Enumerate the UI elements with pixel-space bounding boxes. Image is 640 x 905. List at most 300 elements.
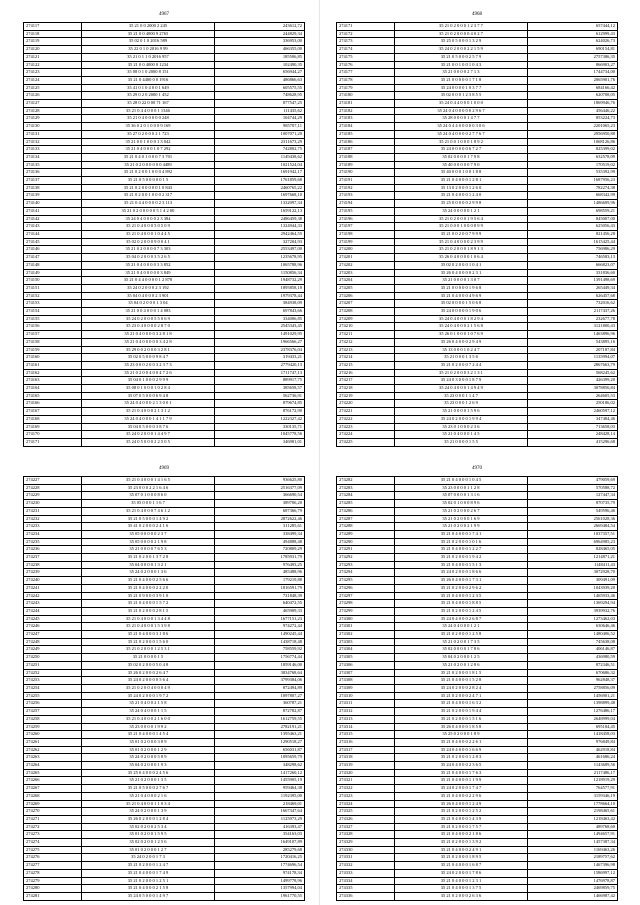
row-id-cell: 274236 [24,546,82,554]
row-amount-cell: 1463896,96 [527,331,617,339]
row-amount-cell: 1218919,29 [527,777,617,785]
row-code-cell: 35 24 0 2 0 0 0 1 9 7 2 [82,692,215,700]
row-code-cell: 35 26 0 1 0 0 0 1 0 7 6 9 [395,331,528,339]
row-code-cell: 35 26 0 4 0 0 0 1 2 4 9 [395,800,528,808]
row-id-cell: 274216 [337,369,395,377]
table-row [337,230,618,238]
row-id-cell: 274308 [337,677,395,685]
table-row [337,808,618,816]
row-amount-cell: 959464,38 [214,785,304,793]
row-id-cell: 274245 [24,615,82,623]
row-code-cell: 35 21 0 0 4 0 0 0 1 4 083 [82,308,215,316]
row-id-cell: 274264 [24,762,82,770]
row-amount-cell: 3834768,64 [214,669,304,677]
row-id-cell: 274319 [337,762,395,770]
row-id-cell: 274150 [24,277,82,285]
row-code-cell: 35 21 0 2 0 0 0 1 7 5 7 [395,823,528,831]
row-id-cell: 274307 [337,669,395,677]
row-code-cell: 35 21 0 0 4000 0 1234 [82,61,215,69]
row-amount-cell: 1691942,17 [214,169,304,177]
row-code-cell: 35 21 0 2 0 0 0 7 2 4 4 [395,361,528,369]
table-row [337,862,618,870]
row-amount-cell: 170519,02 [527,161,617,169]
row-id-cell: 274148 [24,261,82,269]
row-id-cell: 274238 [24,561,82,569]
row-amount-cell: 605575,55 [214,84,304,92]
row-amount-cell: 1043939,20 [527,584,617,592]
row-amount-cell: 3939932,76 [527,607,617,615]
row-code-cell: 35 21 0 4 0 0 0 0 0 3 849 [82,269,215,277]
row-id-cell: 274141 [24,207,82,215]
row-amount-cell: 111435,62 [214,107,304,115]
row-amount-cell: 1659122,13 [214,207,304,215]
row-id-cell: 274230 [24,500,82,508]
table-row [337,854,618,862]
row-amount-cell: 748628,95 [214,92,304,100]
row-id-cell: 274159 [24,346,82,354]
row-amount-cell: 2669484,54 [527,523,617,531]
row-code-cell: 35 24 0 4 0 0 0 1 8 2 9 4 [395,315,528,323]
row-id-cell: 274320 [337,769,395,777]
row-id-cell: 274125 [24,84,82,92]
page-4970 [336,464,618,904]
row-amount-cell: 821456,28 [527,230,617,238]
row-amount-cell: 2758856,09 [527,684,617,692]
row-id-cell: 274119 [24,38,82,46]
row-amount-cell: 1948732,29 [214,277,304,285]
row-code-cell: 35 07 0 5 0 0 0 6 9 4 8 [82,392,215,400]
row-amount-cell: 207187,84 [527,346,617,354]
row-amount-cell: 626457,68 [527,292,617,300]
row-id-cell: 274311 [337,700,395,708]
row-amount-cell: 1465933,46 [527,592,617,600]
row-code-cell: 35 23 0 0 0 1 1 4 7 [395,392,528,400]
row-code-cell: 35 02 0 2 0 0 1 2 5 6 [82,839,215,847]
row-id-cell: 274178 [337,76,395,84]
row-amount-cell: 385658,57 [214,385,304,393]
row-code-cell: 35 24 0 2 0 0 0 5 8 9 [82,754,215,762]
row-code-cell: 35 21 0 4 0 0 0 1 5 3 9 8 [82,623,215,631]
table-row [24,554,305,562]
row-amount-cell: 1612759,55 [214,715,304,723]
table-row [24,308,305,316]
table-row [24,431,305,439]
row-amount-cell: 1218463,42 [527,815,617,823]
row-code-cell: 35 21 0 4 0 0 0 1 5 7 2 [82,600,215,608]
table-row [24,385,305,393]
row-code-cell: 35 21 0 4 0 0 0 1 0 7 292 [82,146,215,154]
table-row [337,554,618,562]
table-row [337,538,618,546]
row-id-cell: 274298 [337,600,395,608]
table-row [24,538,305,546]
row-id-cell: 274223 [337,423,395,431]
table-row [24,92,305,100]
row-id-cell: 274162 [24,369,82,377]
row-amount-cell: 666823,07 [527,261,617,269]
row-amount-cell: 570588,72 [527,484,617,492]
table-row [337,207,618,215]
row-amount-cell: 630646,46 [527,623,617,631]
row-amount-cell: 1037357,51 [527,530,617,538]
row-code-cell: 35 21 0 4 0 0 0 1 0 4 5 [395,477,528,485]
table-row [337,61,618,69]
row-amount-cell: 1785931,79 [214,554,304,562]
row-id-cell: 274219 [337,392,395,400]
table-row [24,100,305,108]
row-code-cell: 35 28 0 0 0 0 1 4 7 7 [395,115,528,123]
row-id-cell: 274202 [337,261,395,269]
table-row [24,477,305,485]
row-amount-cell: 309491,09 [527,577,617,585]
table-row [24,715,305,723]
table-row [337,692,618,700]
table-row [337,823,618,831]
table-row [24,839,305,847]
row-amount-cell: 102490,35 [214,61,304,69]
row-id-cell: 274193 [337,192,395,200]
table-row [24,338,305,346]
row-code-cell: 35 27 0 2 0 0 0 2 1 723 [82,130,215,138]
row-id-cell: 274257 [24,708,82,716]
row-code-cell: 35 21 0 4400 0 0 1916 [82,76,215,84]
table-row [24,762,305,770]
row-amount-cell: 698559,21 [527,207,617,215]
row-code-cell: 35 21 0 4 0 0 0 1 6 3 2 [395,700,528,708]
row-amount-cell: 1357994,04 [214,885,304,893]
table-row [24,877,305,885]
row-amount-cell: 889917,75 [214,377,304,385]
row-amount-cell: 1222327,42 [214,415,304,423]
table-row [337,892,618,900]
table-row [24,600,305,608]
table-row [337,777,618,785]
row-code-cell: 35 02 0 0 0 1 2 3 8 5 5 [395,92,528,100]
row-code-cell: 35 25 0 5 0 0 0 1 3 2 9 [395,38,528,46]
row-amount-cell: 746583,13 [527,254,617,262]
row-amount-cell: 872346,51 [527,661,617,669]
row-id-cell: 274275 [24,846,82,854]
row-code-cell: 35 24 0 3 0 0 0 1 8 7 9 [395,377,528,385]
table-row [24,261,305,269]
row-code-cell: 35 21 0 4 0 0 0 1 2 3 1 [395,877,528,885]
row-code-cell: 35 21 0 4 0 0 0 2 2 2 0 [82,584,215,592]
table-row [24,661,305,669]
row-id-cell: 274123 [24,69,82,77]
table-row [24,862,305,870]
row-amount-cell: 416393,47 [214,823,304,831]
table-row [24,123,305,131]
row-id-cell: 274197 [337,223,395,231]
row-code-cell: 35 21 0 0 0 0 0 1 7 1 8 [395,76,528,84]
row-id-cell: 274251 [24,661,82,669]
row-code-cell: 35 26 0 2 0 0 0 2 6 4 7 [82,669,215,677]
row-code-cell: 35 04 0 5 0 0 0 3 8 7 6 [82,423,215,431]
row-amount-cell: 3072928,70 [527,569,617,577]
table-row [24,277,305,285]
row-code-cell: 35 24 0 4 0 0 0 2 1 5 6 8 [395,323,528,331]
row-code-cell: 35 21 0 4 0 0 0 1 3 4 4 8 [82,615,215,623]
table-row [24,53,305,61]
row-code-cell: 35 25 0 2 0 0 0 1 8 9 [395,731,528,739]
row-code-cell: 35 25 0 0 0 0 0 2 9 9 8 [395,200,528,208]
row-id-cell: 274282 [337,477,395,485]
row-amount-cell: 1499778,96 [214,877,304,885]
table-row [337,100,618,108]
row-amount-cell: 1276486,17 [527,708,617,716]
row-amount-cell: 1150856,34 [214,269,304,277]
row-id-cell: 274306 [337,661,395,669]
row-amount-cell: 2782191,21 [214,723,304,731]
row-code-cell: 35 21 0 2 0 0 0 0 0 5 1 4 2 00 [82,207,215,215]
row-amount-cell: 1744734,00 [527,69,617,77]
row-amount-cell: 1290518,27 [214,738,304,746]
row-id-cell: 274222 [337,415,395,423]
row-amount-cell: 1687956,23 [527,177,617,185]
row-amount-cell: 244829,34 [214,30,304,38]
row-code-cell: 35 21 0 0 0 1 0 0 0 8 9 9 [395,223,528,231]
row-code-cell: 35 22 0 1 0 2016 9 99 [82,46,215,54]
row-code-cell: 35 21 0 1 1 0 2016 957 [82,53,215,61]
row-id-cell: 274142 [24,215,82,223]
row-code-cell: 35 02 0 2 0 0 0 9 0 0 4 1 [82,238,215,246]
table-row [337,123,618,131]
table-row [337,400,618,408]
table-row [337,592,618,600]
row-id-cell: 274171 [337,23,395,31]
row-code-cell: 35 04 0 1 0 0 0 2 9 9 9 [82,377,215,385]
table-row [24,423,305,431]
row-amount-cell: 1135994,07 [527,354,617,362]
row-id-cell: 274181 [337,100,395,108]
row-code-cell: 35 21 0 4 0 0 0 0 0 248 [82,115,215,123]
row-amount-cell: 334006,85 [214,315,304,323]
table-row [24,230,305,238]
row-code-cell: 35 21 0 4 0 0 0 2 2 6 1 [395,738,528,746]
row-amount-cell: 872782,87 [214,708,304,716]
table-row [24,238,305,246]
row-id-cell: 274266 [24,777,82,785]
table-row [337,738,618,746]
row-amount-cell: 479059,69 [527,477,617,485]
table-row [24,115,305,123]
row-code-cell: 35 02 0 2 0 0 0 5 0 4 8 [82,661,215,669]
row-id-cell: 274191 [337,177,395,185]
row-amount-cell: 346981,01 [214,438,304,446]
row-code-cell: 35 24 0 2 0 0 0 2 3 192 [82,284,215,292]
row-id-cell: 274271 [24,815,82,823]
row-id-cell: 274317 [337,746,395,754]
row-amount-cell: 549596,46 [527,507,617,515]
row-amount-cell: 348298,62 [214,762,304,770]
row-amount-cell: 2378376,04 [214,346,304,354]
row-id-cell: 274198 [337,230,395,238]
row-code-cell: 35 24 0 4 0 0 0 1 4 1 1 7 9 [82,415,215,423]
row-code-cell: 35 21 0 4 0 0 0 1 4 5 [395,431,528,439]
row-code-cell: 35 21 0 4 0 0 0 4 9 6 9 [395,292,528,300]
row-code-cell: 35 01 0 2 0 0 0 3 8 9 [82,738,215,746]
row-id-cell: 274248 [24,638,82,646]
table-row [337,638,618,646]
row-amount-cell: 436980,59 [527,654,617,662]
row-id-cell: 274128 [24,107,82,115]
table-row [24,315,305,323]
row-id-cell: 274269 [24,800,82,808]
row-code-cell: 35 36 0 2 0 1 0 0 0 9 169 [82,123,215,131]
row-code-cell: 35 21 0 2 0 0 1 0 0 0 4 892 [82,169,215,177]
row-code-cell: 35 21 0 4 0 0 0 1 0 4 4 5 [82,230,215,238]
table-row [24,215,305,223]
table-row [24,246,305,254]
table-row [337,423,618,431]
row-id-cell: 274212 [337,338,395,346]
row-id-cell: 274309 [337,684,395,692]
row-id-cell: 274188 [337,153,395,161]
table-row [337,507,618,515]
row-id-cell: 274146 [24,246,82,254]
row-amount-cell: 1979378,44 [214,292,304,300]
row-code-cell: 35 21 0 4 0 0 0 2 2 9 6 [395,792,528,800]
table-row [337,115,618,123]
row-amount-cell: 2311673,29 [214,138,304,146]
row-id-cell: 274313 [337,715,395,723]
row-id-cell: 274199 [337,238,395,246]
row-amount-cell: 384938,09 [214,300,304,308]
row-code-cell: 35 24 0 2 0 0 0 1 8 6 6 [395,569,528,577]
row-amount-cell: 1778664,10 [527,800,617,808]
row-amount-cell: 1125973,29 [214,815,304,823]
table-row [24,400,305,408]
row-code-cell: 35 21 0 5 0 0 0 0 0 1 5 [82,177,215,185]
table-row [24,207,305,215]
row-amount-cell: 2757386,35 [527,53,617,61]
table-row [24,800,305,808]
row-code-cell: 35 21 0 4 0 0 0 0 2 3 9 9 [395,238,528,246]
row-amount-cell: 1476978,87 [527,877,617,885]
row-id-cell: 274285 [337,500,395,508]
row-id-cell: 274204 [337,277,395,285]
row-id-cell: 274299 [337,607,395,615]
row-id-cell: 274180 [337,92,395,100]
row-id-cell: 274168 [24,415,82,423]
row-amount-cell: 2486459,38 [214,215,304,223]
row-code-cell: 35 21 0 4 0 0 0 1 7 4 1 [395,530,528,538]
row-amount-cell: 962848,37 [527,677,617,685]
row-amount-cell: 1761859,68 [214,177,304,185]
row-id-cell: 274211 [337,331,395,339]
row-id-cell: 274163 [24,377,82,385]
row-amount-cell: 1398899,48 [527,700,617,708]
row-amount-cell: 632578,09 [527,153,617,161]
row-id-cell: 274118 [24,30,82,38]
table-row [24,561,305,569]
row-id-cell: 274137 [24,177,82,185]
table-row [337,354,618,362]
row-amount-cell: 1455905,19 [214,777,304,785]
row-id-cell: 274143 [24,223,82,231]
table-row [337,331,618,339]
row-code-cell: 35 02 0 5 0 0 0 9 8 4 7 [82,354,215,362]
page-number: 4967 [159,12,169,17]
table-row [24,392,305,400]
row-id-cell: 274329 [337,839,395,847]
row-amount-cell: 745638,08 [527,638,617,646]
row-amount-cell: 2553497,00 [214,246,304,254]
row-code-cell: 35 21 0 2 0 0 0 1 5 1 6 [395,715,528,723]
table-row [24,777,305,785]
table-row [337,484,618,492]
table-row [337,38,618,46]
row-id-cell: 274233 [24,523,82,531]
row-code-cell: 35 21 0 4 0 0 0 1 2 2 7 [395,546,528,554]
table-row [337,69,618,77]
table-row [24,269,305,277]
row-code-cell: 35 24 0 2 0 0 0 2 8 2 4 [395,684,528,692]
row-amount-cell: 1816591,79 [214,584,304,592]
row-amount-cell: 2872622,46 [214,515,304,523]
row-id-cell: 274224 [337,431,395,439]
row-amount-cell: 1007071,20 [214,130,304,138]
row-code-cell: 35 21 0 4 0 0 0 1 4 1 6 5 [82,477,215,485]
row-code-cell: 35 21 0 4 0 0 0 1 7 4 9 [82,869,215,877]
table-row [24,153,305,161]
row-id-cell: 274291 [337,546,395,554]
row-code-cell: 35 01 0 2 0 0 1 5 9 5 [82,831,215,839]
row-code-cell: 35 08 0 1 0 2000 8 151 [82,69,215,77]
row-amount-cell: 1467396,98 [527,862,617,870]
row-code-cell: 35 21 0 4 4 0 0 0 1 1346 [82,107,215,115]
row-code-cell: 35 08 0 1 0 0 0 1 0 2 8 4 [82,385,215,393]
row-code-cell: 35 26 0 4 0 0 0 1 7 3 1 [395,577,528,585]
row-code-cell: 35 21 0 4 0 0 0 1 6 8 7 [395,862,528,870]
row-id-cell: 274274 [24,839,82,847]
row-amount-cell: 3799384,06 [214,677,304,685]
row-amount-cell: 3078856,84 [527,385,617,393]
row-id-cell: 274156 [24,323,82,331]
row-code-cell: 35 21 0 2 0 0 0 1 3 9 2 [395,839,528,847]
table-row [337,515,618,523]
row-amount-cell: 389706,20 [214,500,304,508]
table-row [337,746,618,754]
table-row [337,215,618,223]
row-id-cell: 274220 [337,400,395,408]
table-row [24,592,305,600]
row-id-cell: 274265 [24,769,82,777]
row-id-cell: 274283 [337,484,395,492]
row-code-cell: 35 24 0 2 0 0 0 1 7 8 6 [395,869,528,877]
row-id-cell: 274287 [337,515,395,523]
table-row [24,69,305,77]
row-code-cell: 35 21 0 4 0 0 0 2 1 8 6 [395,831,528,839]
table-row [337,561,618,569]
table-row [337,869,618,877]
row-id-cell: 274175 [337,53,395,61]
row-amount-cell: 670686,32 [527,669,617,677]
table-row [337,254,618,262]
table-row [337,885,618,893]
row-id-cell: 274272 [24,823,82,831]
row-amount-cell: 331836,60 [527,269,617,277]
row-code-cell: 35 23 0 0 0 0 1 9 9 2 [82,723,215,731]
table-row [24,130,305,138]
row-code-cell: 35 21 0 4 0 0 0 2 5 6 6 [82,577,215,585]
row-code-cell: 35 02 0 1 0 0 0 8 9 6 [395,500,528,508]
row-id-cell: 274278 [24,869,82,877]
row-amount-cell: 2198465,61 [527,808,617,816]
page-4968 [336,10,618,450]
row-code-cell: 35 21 0 4 0 0 0 2 1 6 0 0 [82,715,215,723]
row-code-cell: 35 04 0 2 0 0 0 1 3 04 [82,300,215,308]
